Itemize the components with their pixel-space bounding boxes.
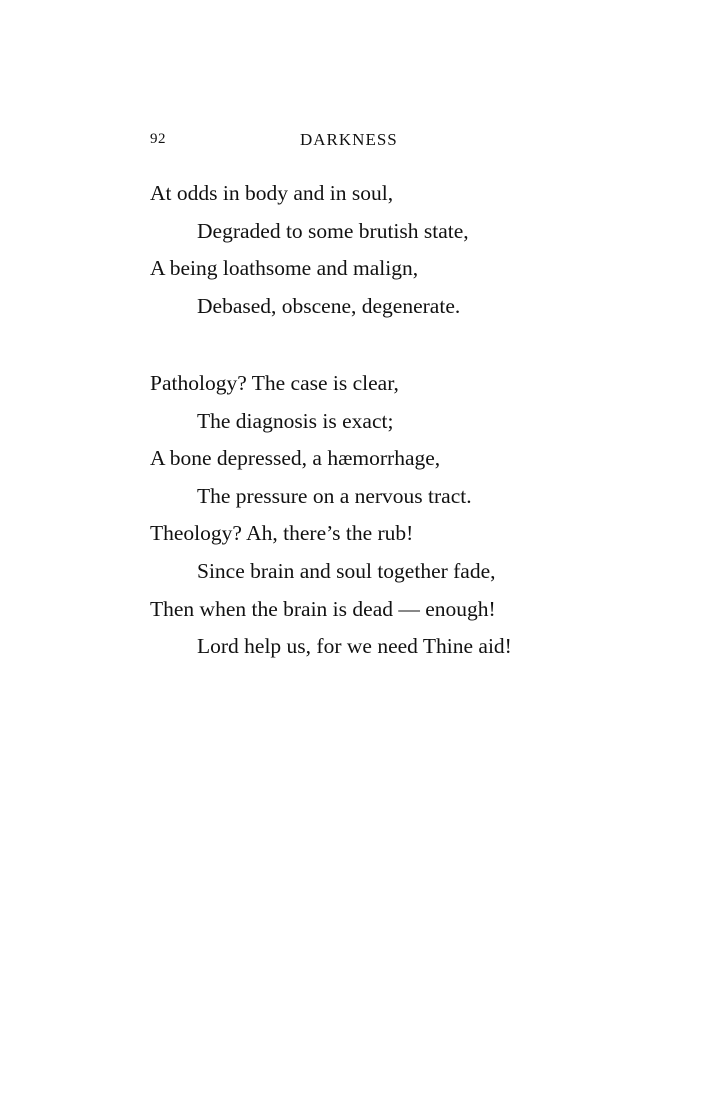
poem-line: Debased, obscene, degenerate. xyxy=(197,293,461,318)
poem-line: Degraded to some brutish state, xyxy=(197,218,469,243)
poem-line: Then when the brain is dead — enough! xyxy=(150,596,496,621)
poem-line: Since brain and soul together fade, xyxy=(197,558,496,583)
poem-line: Theology? Ah, there’s the rub! xyxy=(150,521,414,546)
stanza-1 xyxy=(150,175,670,325)
poem-line: The pressure on a nervous tract. xyxy=(197,483,472,508)
poem-line: A being loathsome and malign, xyxy=(150,256,419,281)
page-number: 92 xyxy=(150,131,166,147)
poem-line: A bone depressed, a hæmorrhage, xyxy=(150,446,441,471)
poem-line: Pathology? The case is clear, xyxy=(150,371,399,395)
poem-line: The diagnosis is exact; xyxy=(197,408,394,433)
poem-line: Lord help us, for we need Thine aid! xyxy=(197,634,512,659)
running-head: DARKNESS xyxy=(300,130,398,149)
stanza-2 xyxy=(150,365,670,666)
poem-line: At odds in body and in soul, xyxy=(150,181,394,205)
